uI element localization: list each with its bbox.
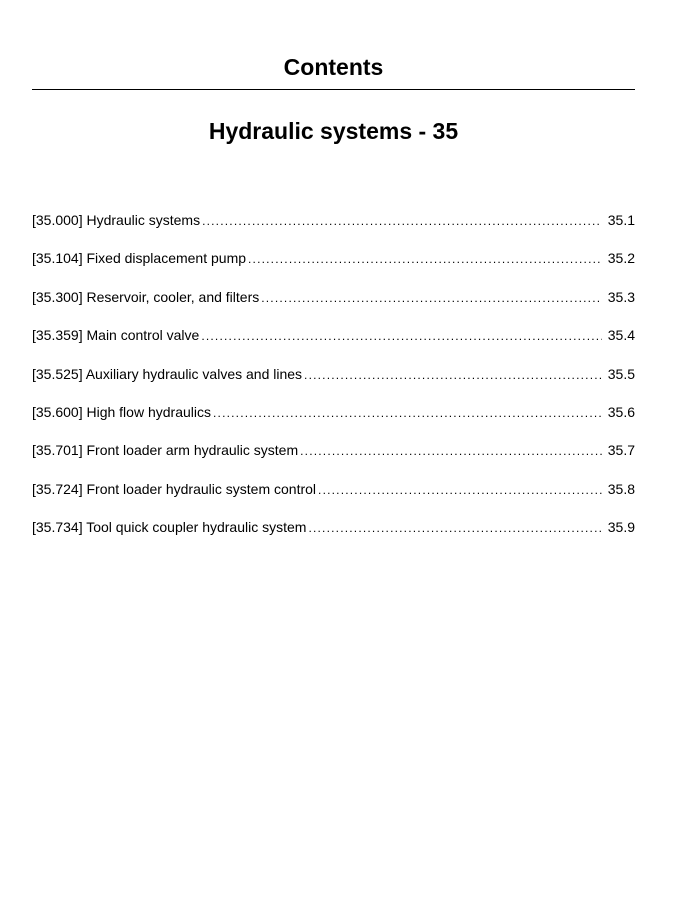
toc-entry[interactable]: [32, 517, 635, 555]
toc-entry[interactable]: [32, 440, 635, 478]
toc-entry-label: [35.734] Tool quick coupler hydraulic system: [32, 519, 307, 536]
toc-dot-leader: [308, 518, 601, 538]
toc-entry-label: [35.525] Auxiliary hydraulic valves and lines: [32, 365, 303, 382]
toc-entry-page: 35.4: [607, 327, 635, 344]
toc-entry[interactable]: [32, 364, 635, 402]
toc-entry-label: [35.000] Hydraulic systems: [32, 212, 201, 228]
toc-entry-page: 35.6: [607, 403, 635, 420]
toc-dot-leader: [261, 288, 602, 308]
toc-entry[interactable]: [32, 287, 635, 325]
toc-dot-leader: [202, 211, 602, 231]
toc-dot-leader: [300, 441, 602, 461]
toc-entry[interactable]: [32, 479, 635, 517]
toc-entry[interactable]: [32, 248, 635, 286]
toc-entry-label: [35.724] Front loader hydraulic system control: [32, 480, 317, 497]
toc-dot-leader: [201, 326, 601, 346]
toc-entry-label: [35.104] Fixed displacement pump: [32, 250, 247, 267]
toc-dot-leader: [213, 403, 602, 423]
toc-entry-page: 35.5: [607, 365, 635, 382]
toc-entry-page: 35.8: [607, 480, 635, 497]
toc-entry-page: 35.2: [607, 250, 635, 267]
toc-dot-leader: [248, 249, 602, 269]
section-title: Hydraulic systems - 35: [208, 118, 459, 144]
toc-entry[interactable]: [32, 210, 635, 248]
toc-entry-label: [35.300] Reservoir, cooler, and filters: [32, 288, 260, 305]
toc-entry-page: 35.1: [607, 212, 635, 228]
contents-heading: Contents: [283, 54, 384, 80]
toc-entry[interactable]: [32, 402, 635, 440]
toc-entry-page: 35.7: [607, 442, 635, 459]
table-of-contents: [32, 210, 635, 556]
toc-entry-page: 35.3: [607, 288, 635, 305]
toc-dot-leader: [318, 480, 602, 500]
heading-divider: [32, 89, 635, 90]
toc-entry-label: [35.359] Main control valve: [32, 327, 200, 344]
toc-entry[interactable]: [32, 325, 635, 363]
toc-entry-label: [35.600] High flow hydraulics: [32, 403, 211, 420]
toc-entry-label: [35.701] Front loader arm hydraulic system: [32, 442, 299, 459]
toc-entry-page: 35.9: [607, 519, 635, 536]
toc-dot-leader: [304, 365, 602, 385]
